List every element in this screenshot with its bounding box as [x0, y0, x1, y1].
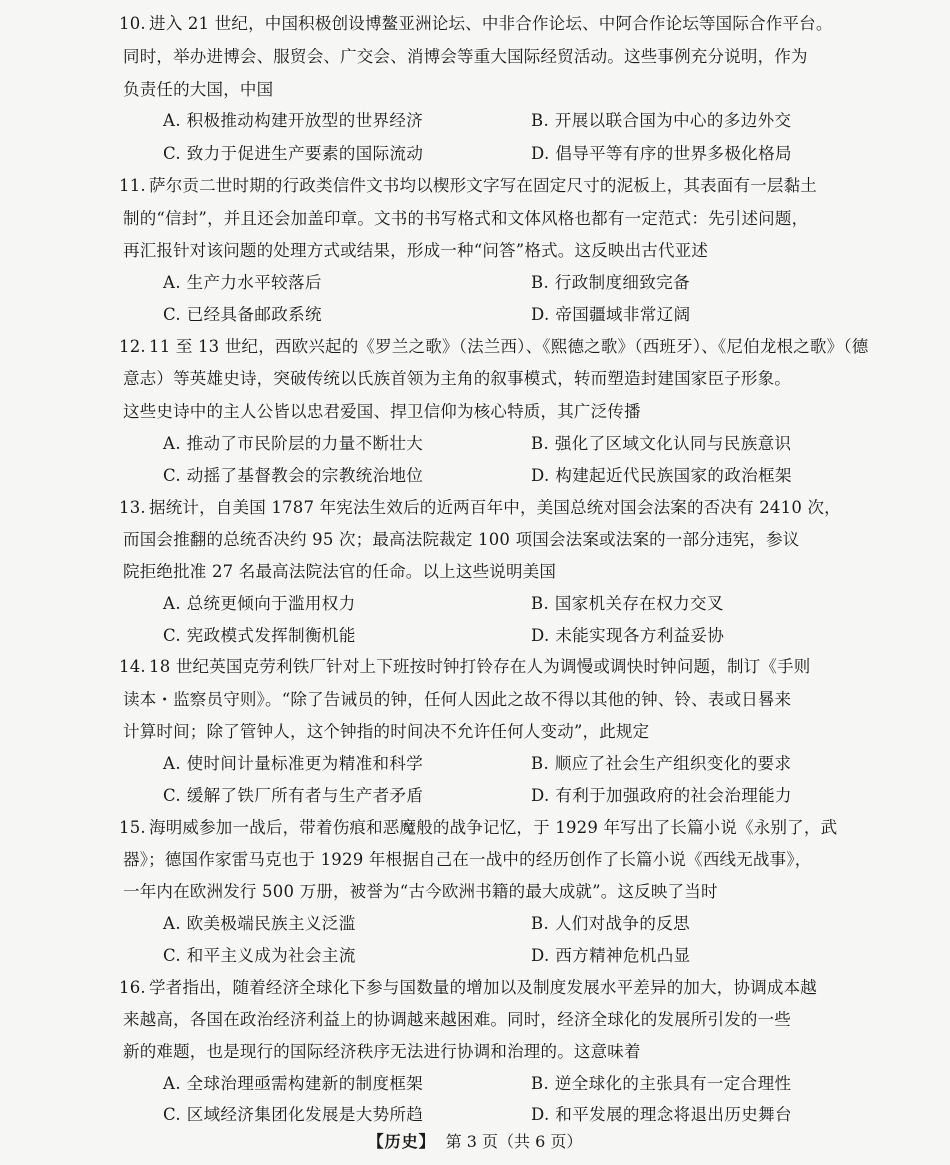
option-c[interactable]: C. 动摇了基督教会的宗教统治地位 — [163, 466, 424, 485]
option-c[interactable]: C. 已经具备邮政系统 — [163, 305, 322, 324]
option-c[interactable]: C. 宪政模式发挥制衡机能 — [163, 626, 356, 645]
option-d[interactable]: D. 倡导平等有序的世界多极化格局 — [531, 144, 792, 163]
stem-line: 萨尔贡二世时期的行政类信件文书均以楔形文字写在固定尺寸的泥板上，其表面有一层黏土 — [149, 176, 817, 195]
question-number: 12. — [119, 337, 146, 356]
stem-line: 学者指出，随着经济全球化下参与国数量的增加以及制度发展水平差异的加大，协调成本越 — [149, 978, 817, 997]
stem-line: 再汇报针对该问题的处理方式或结果，形成一种“问答”格式。这反映出古代亚述 — [123, 241, 709, 260]
stem-line: 进入 21 世纪，中国积极创设博鳌亚洲论坛、中非合作论坛、中阿合作论坛等国际合作平台。 — [149, 14, 833, 33]
stem-line: 11 至 13 世纪，西欧兴起的《罗兰之歌》（法兰西）、《熙德之歌》（西班牙）、《尼伯龙根之歌》（德 — [149, 337, 869, 356]
subject-label: 【历史】 — [367, 1132, 436, 1151]
question-number: 15. — [119, 818, 146, 837]
option-c[interactable]: C. 和平主义成为社会主流 — [163, 946, 356, 965]
stem-line: 而国会推翻的总统否决约 95 次；最高法院裁定 100 项国会法案或法案的一部分违宪，参议 — [123, 530, 800, 549]
stem-line: 计算时间；除了管钟人，这个钟指的时间决不允许任何人变动”，此规定 — [123, 722, 650, 741]
option-a[interactable]: A. 生产力水平较落后 — [163, 273, 322, 292]
option-b[interactable]: B. 人们对战争的反思 — [531, 914, 691, 933]
option-b[interactable]: B. 逆全球化的主张具有一定合理性 — [531, 1074, 792, 1093]
option-c[interactable]: C. 区域经济集团化发展是大势所趋 — [163, 1105, 424, 1124]
option-a[interactable]: A. 使时间计量标准更为精准和科学 — [163, 754, 424, 773]
question-number: 14. — [119, 657, 146, 676]
stem-line: 负责任的大国，中国 — [123, 80, 274, 99]
option-a[interactable]: A. 全球治理亟需构建新的制度框架 — [163, 1074, 424, 1093]
stem-line: 意志）等英雄史诗，突破传统以氏族首领为主角的叙事模式，转而塑造封建国家臣子形象。 — [123, 369, 791, 388]
option-b[interactable]: B. 国家机关存在权力交叉 — [531, 594, 724, 613]
stem-line: 器》；德国作家雷马克也于 1929 年根据自己在一战中的经历创作了长篇小说《西线无战事》， — [123, 850, 812, 869]
question-number: 13. — [119, 498, 146, 517]
page-footer — [0, 1131, 950, 1153]
stem-line: 新的难题，也是现行的国际经济秩序无法进行协调和治理的。这意味着 — [123, 1042, 641, 1061]
question-number: 16. — [119, 978, 146, 997]
stem-line: 院拒绝批准 27 名最高法院法官的任命。以上这些说明美国 — [123, 562, 557, 581]
stem-line: 来越高，各国在政治经济利益上的协调越来越困难。同时，经济全球化的发展所引发的一些 — [123, 1010, 791, 1029]
option-c[interactable]: C. 缓解了铁厂所有者与生产者矛盾 — [163, 786, 424, 805]
page-number: 第 3 页（共 6 页） — [445, 1132, 583, 1151]
option-c[interactable]: C. 致力于促进生产要素的国际流动 — [163, 144, 424, 163]
option-b[interactable]: B. 强化了区域文化认同与民族意识 — [531, 434, 792, 453]
stem-line: 制的“信封”，并且还会加盖印章。文书的书写格式和文体风格也都有一定范式：先引述问题， — [123, 209, 809, 228]
option-d[interactable]: D. 未能实现各方利益妥协 — [531, 626, 725, 645]
stem-line: 读本・监察员守则》。“除了告诫员的钟，任何人因此之故不得以其他的钟、铃、表或日晷来 — [123, 690, 792, 709]
option-a[interactable]: A. 推动了市民阶层的力量不断壮大 — [163, 434, 424, 453]
option-d[interactable]: D. 帝国疆域非常辽阔 — [531, 305, 691, 324]
question-number: 11. — [119, 176, 146, 195]
question-number: 10. — [119, 14, 146, 33]
option-a[interactable]: A. 欧美极端民族主义泛滥 — [163, 914, 356, 933]
stem-line: 据统计，自美国 1787 年宪法生效后的近两百年中，美国总统对国会法案的否决有 2410 次， — [149, 498, 841, 517]
option-d[interactable]: D. 构建起近代民族国家的政治框架 — [531, 466, 792, 485]
option-d[interactable]: D. 有利于加强政府的社会治理能力 — [531, 786, 792, 805]
option-b[interactable]: B. 开展以联合国为中心的多边外交 — [531, 111, 792, 130]
option-d[interactable]: D. 和平发展的理念将退出历史舞台 — [531, 1105, 792, 1124]
stem-line: 这些史诗中的主人公皆以忠君爱国、捍卫信仰为核心特质，其广泛传播 — [123, 402, 641, 421]
stem-line: 18 世纪英国克劳利铁厂针对上下班按时钟打铃存在人为调慢或调快时钟问题，制订《手则 — [149, 657, 811, 676]
stem-line: 海明威参加一战后，带着伤痕和恶魔般的战争记忆，于 1929 年写出了长篇小说《永别了，武 — [149, 818, 838, 837]
option-b[interactable]: B. 顺应了社会生产组织变化的要求 — [531, 754, 792, 773]
stem-line: 同时，举办进博会、服贸会、广交会、消博会等重大国际经贸活动。这些事例充分说明，作为 — [123, 47, 808, 66]
option-a[interactable]: A. 总统更倾向于滥用权力 — [163, 594, 356, 613]
option-b[interactable]: B. 行政制度细致完备 — [531, 273, 691, 292]
option-d[interactable]: D. 西方精神危机凸显 — [531, 946, 691, 965]
stem-line: 一年内在欧洲发行 500 万册，被誉为“古今欧洲书籍的最大成就”。这反映了当时 — [123, 882, 718, 901]
option-a[interactable]: A. 积极推动构建开放型的世界经济 — [163, 111, 424, 130]
